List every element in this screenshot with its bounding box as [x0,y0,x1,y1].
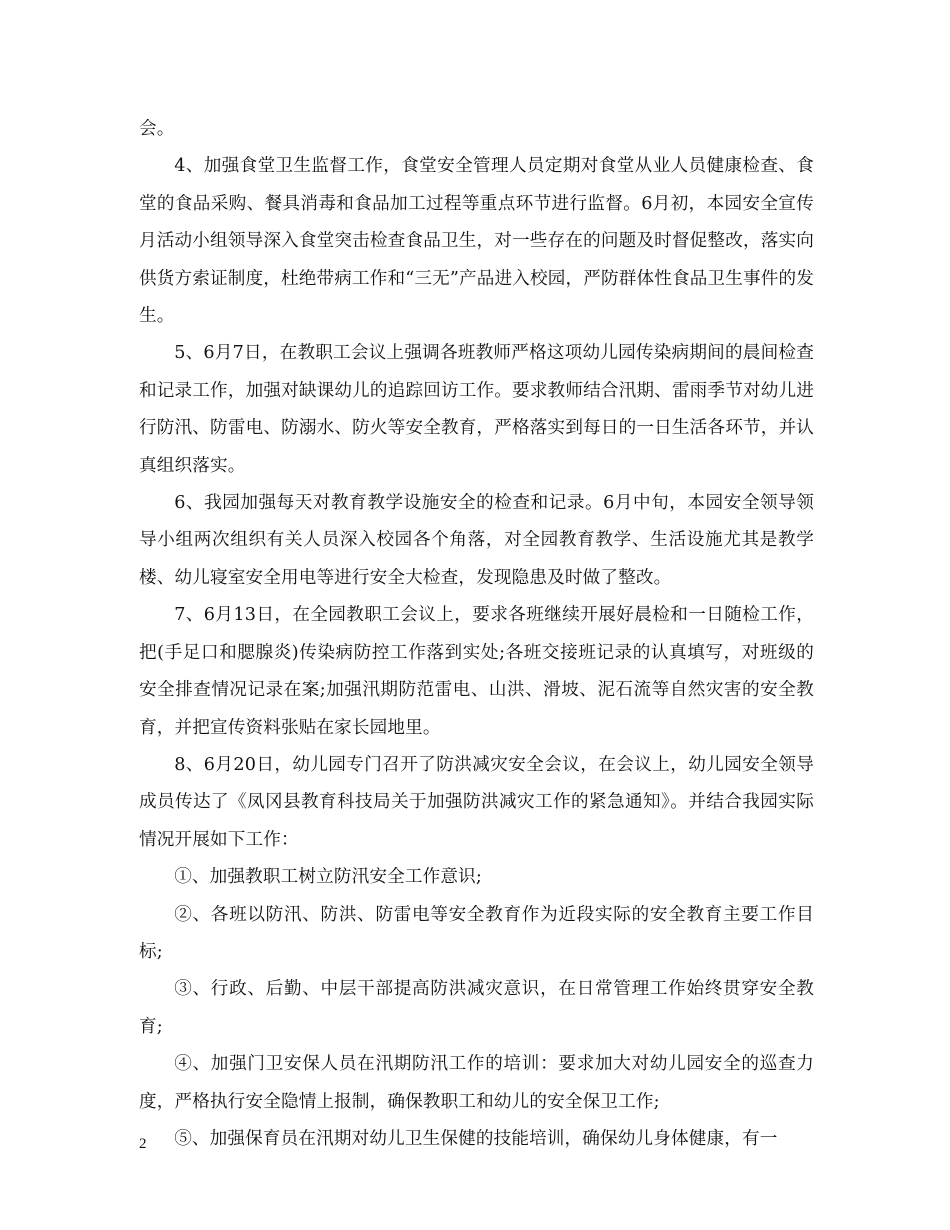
paragraph-item-6: 6、我园加强每天对教育教学设施安全的检查和记录。6月中旬，本园安全领导领导小组两次组织有关人员深入校园各个角落，对全园教育教学、生活设施尤其是教学楼、幼儿寝室安全用电等进行安全大检查，发现隐患及时做了整改。 [139,493,814,588]
paragraph-item-7: 7、6月13日，在全园教职工会议上，要求各班继续开展好晨检和一日随检工作，把(手足口和腮腺炎)传染病防控工作落到实处;各班交接班记录的认真填写，对班级的安全排查情况记录在案;加强汛期防范雷电、山洪、滑坡、泥石流等自然灾害的安全教育，并把宣传资料张贴在家长园地里。 [139,605,814,738]
list-item-5: ⑤、加强保育员在汛期对幼儿卫生保健的技能培训，确保幼儿身体健康，有一 [174,1128,778,1149]
paragraph-item-8: 8、6月20日，幼儿园专门召开了防洪减灾安全会议，在会议上，幼儿园安全领导成员传达了《凤冈县教育科技局关于加强防洪减灾工作的紧急通知》。并结合我园实际情况开展如下工作： [139,754,814,850]
list-item-2: ②、各班以防汛、防洪、防雷电等安全教育作为近段实际的安全教育主要工作目标; [139,904,814,962]
document-body [139,111,814,1158]
page-number: 2 [139,1136,147,1152]
paragraph-continuation: 会。 [139,119,175,139]
paragraph-item-5: 5、6月7日，在教职工会议上强调各班教师严格这项幼儿园传染病期间的晨间检查和记录工作，加强对缺课幼儿的追踪回访工作。要求教师结合汛期、雷雨季节对幼儿进行防汛、防雷电、防溺水、防火等安全教育，严格落实到每日的一日生活各环节，并认真组织落实。 [139,343,814,476]
paragraph-item-4: 4、加强食堂卫生监督工作，食堂安全管理人员定期对食堂从业人员健康检查、食堂的食品采购、餐具消毒和食品加工过程等重点环节进行监督。6月初，本园安全宣传月活动小组领导深入食堂突击检查食品卫生，对一些存在的问题及时督促整改，落实向供货方索证制度，杜绝带病工作和“三无”产品进入校园，严防群体性食品卫生事件的发生。 [139,156,814,327]
list-item-1: ①、加强教职工树立防汛安全工作意识; [174,867,482,888]
list-item-3: ③、行政、后勤、中层干部提高防洪减灾意识，在日常管理工作始终贯穿安全教育; [139,979,814,1037]
list-item-4: ④、加强门卫安保人员在汛期防汛工作的培训：要求加大对幼儿园安全的巡查力度，严格执行安全隐情上报制，确保教职工和幼儿的安全保卫工作; [139,1054,814,1112]
